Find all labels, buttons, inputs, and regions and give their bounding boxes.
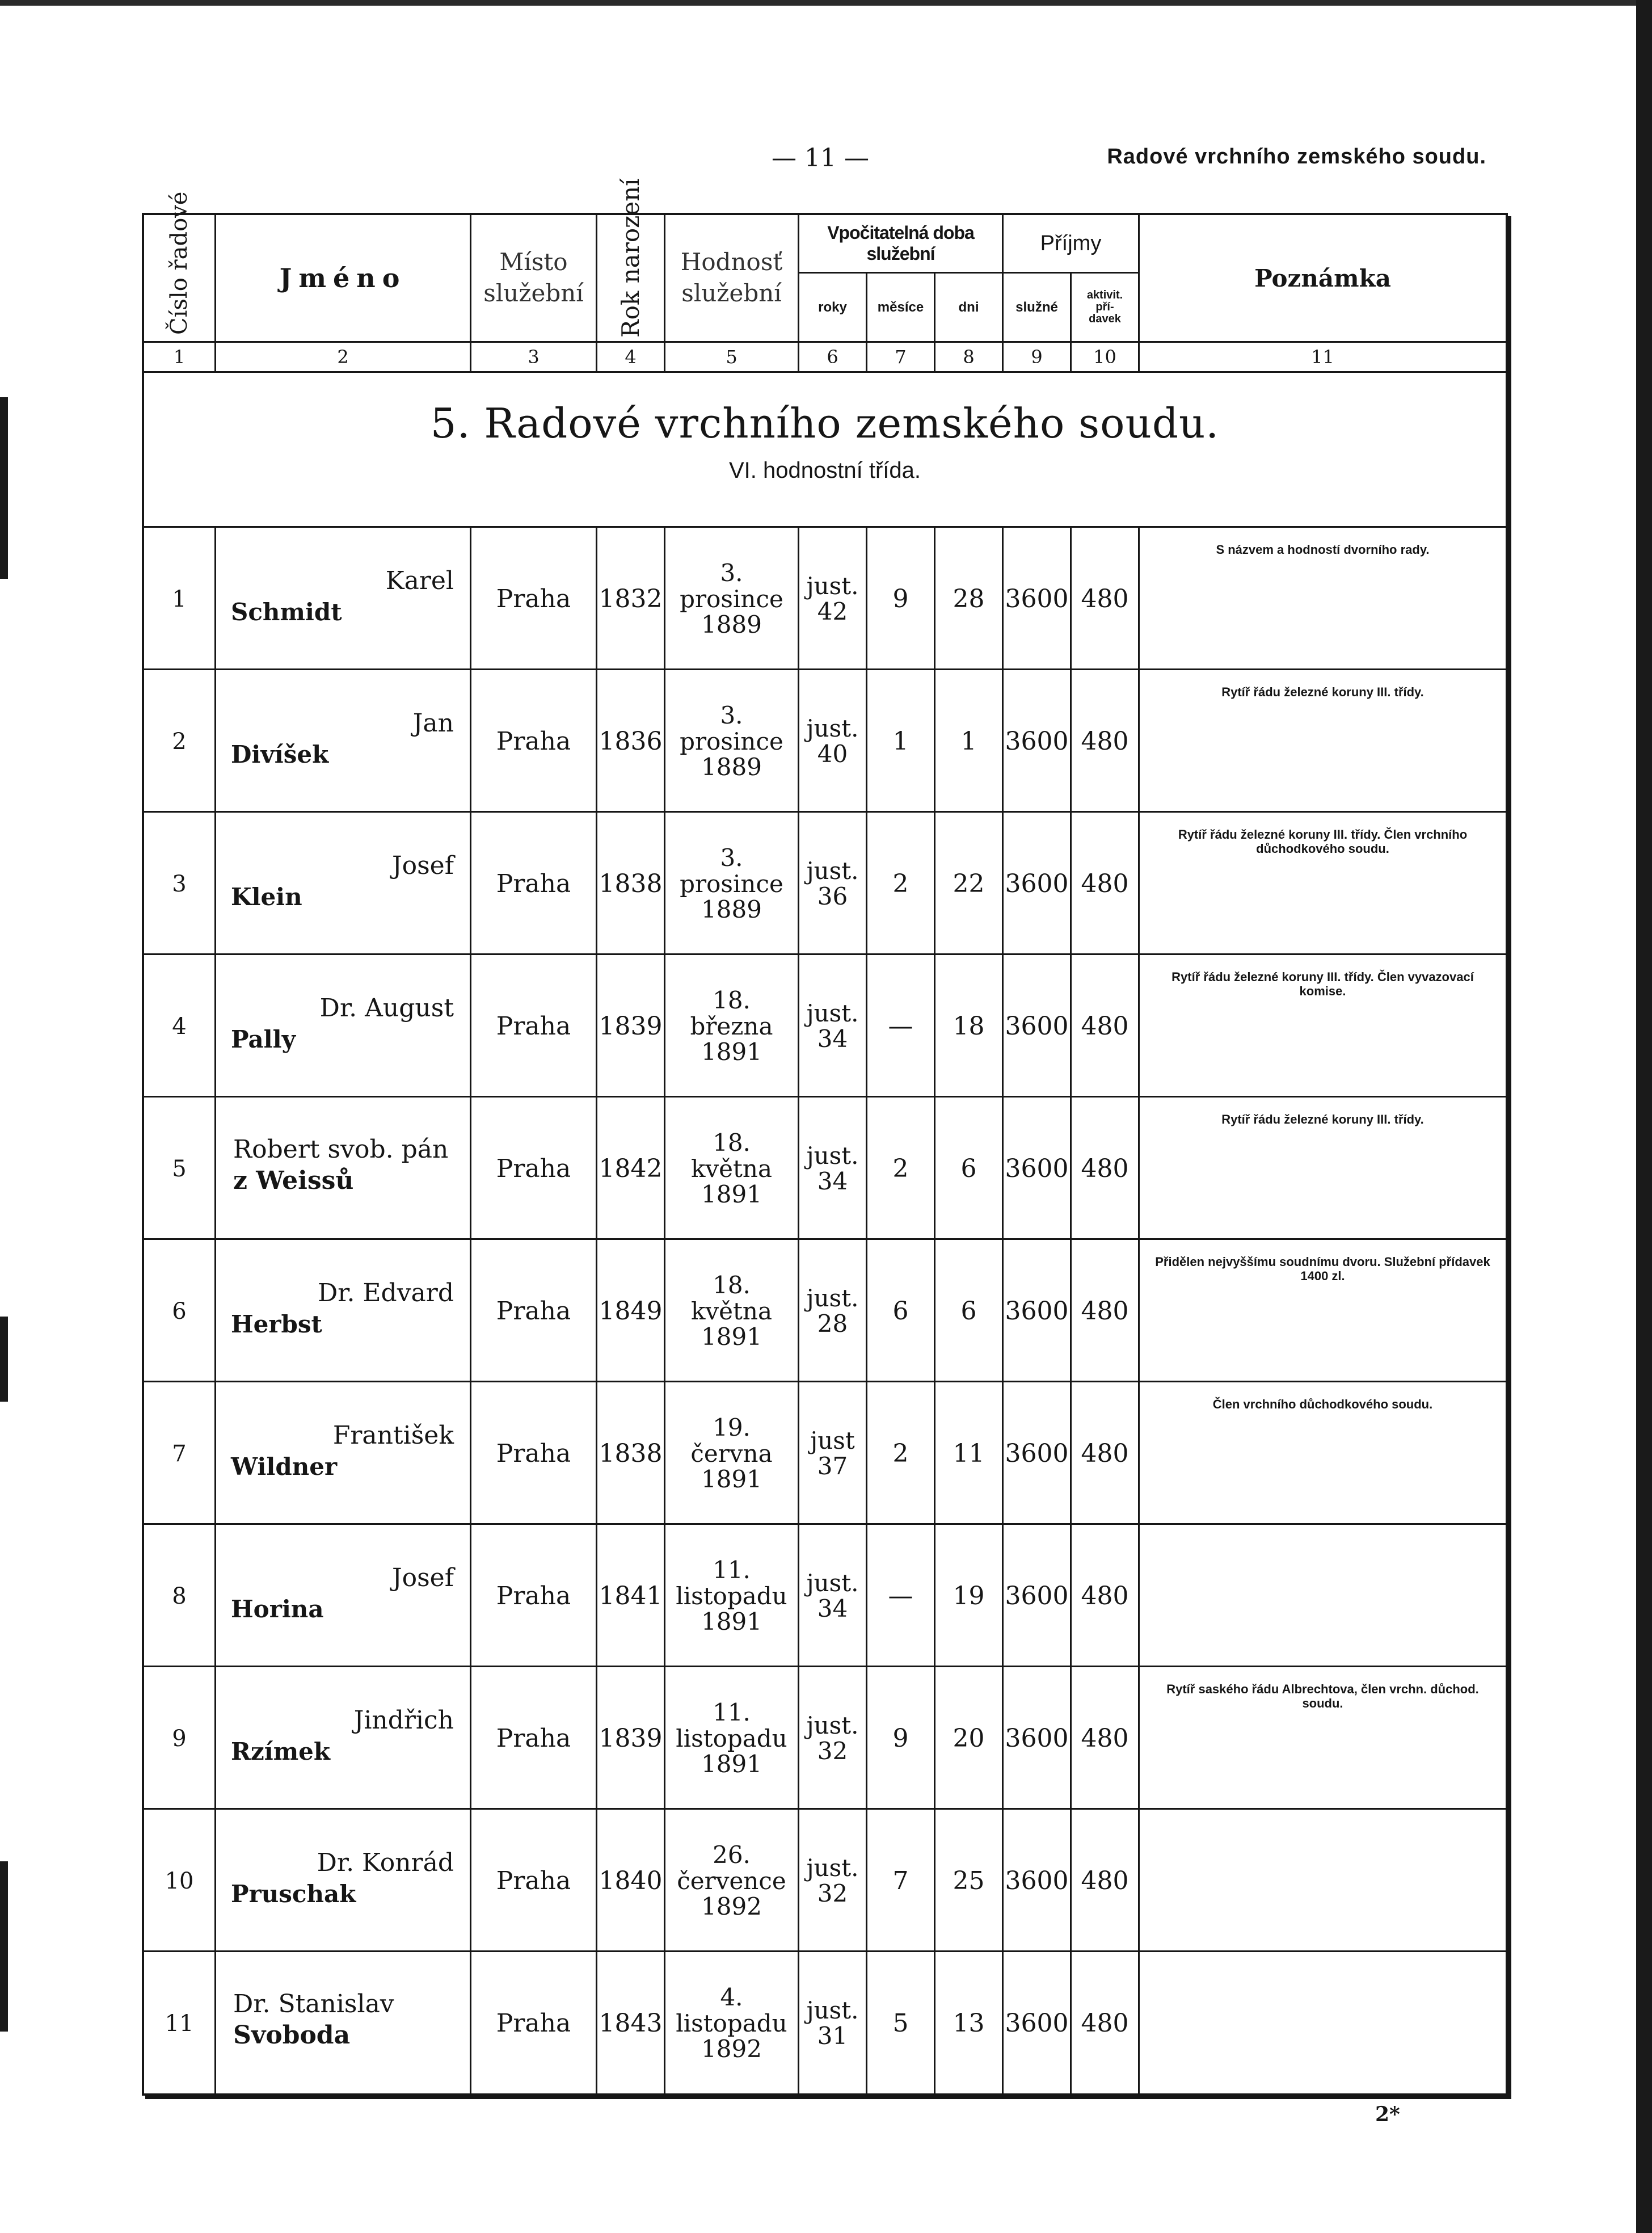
service-months-cell: — <box>888 1012 913 1041</box>
rank-year: 1891 <box>701 1608 762 1636</box>
col-header-number: Číslo řadové <box>166 191 192 335</box>
bonus-cell: 480 <box>1081 869 1129 898</box>
name-cell <box>216 670 470 813</box>
service-days-cell: 19 <box>953 1582 985 1610</box>
table-row <box>144 1382 1506 1525</box>
row-number-cell: 11 <box>165 2010 194 2037</box>
salary-cell: 3600 <box>1005 869 1069 898</box>
rank-day: 26. <box>713 1841 751 1869</box>
col-number: 8 <box>963 346 975 368</box>
row-number-cell: 4 <box>172 1013 187 1040</box>
note-text: Přidělen nejvyššímu soudnímu dvoru. Služební přídavek 1400 zl. <box>1155 1255 1490 1284</box>
service-days-cell: 1 <box>960 727 977 756</box>
section-subtitle: VI. hodnostní třída. <box>729 458 921 483</box>
service-years-cell <box>799 1382 866 1525</box>
service-days-cell: 11 <box>953 1439 985 1468</box>
salary-cell: 3600 <box>1005 2009 1069 2038</box>
given-name: Jindřich <box>353 1706 454 1735</box>
col-header-years: roky <box>818 299 847 315</box>
service-years: 36 <box>817 882 848 910</box>
given-name: Dr. August <box>319 994 454 1023</box>
just-label: just. <box>806 714 859 743</box>
row-number-cell: 5 <box>172 1155 187 1182</box>
col-header-days: dni <box>958 299 979 315</box>
salary-cell: 3600 <box>1005 1582 1069 1610</box>
just-label: just. <box>806 1711 859 1740</box>
place-cell: Praha <box>496 1297 571 1326</box>
col-number: 6 <box>827 346 838 368</box>
col-header-name: Jméno <box>279 263 407 293</box>
rule <box>934 528 935 2093</box>
col-number: 7 <box>895 346 907 368</box>
service-years-cell <box>799 670 866 813</box>
service-months-cell: 2 <box>892 1439 909 1468</box>
table-row <box>144 670 1506 813</box>
surname: Schmidt <box>231 598 342 626</box>
rank-date-cell <box>665 1525 798 1667</box>
surname: Klein <box>231 883 302 911</box>
section-title: 5. Radové vrchního zemského soudu. <box>430 399 1220 447</box>
service-months-cell: 2 <box>892 869 909 898</box>
col-header-salary: služné <box>1015 299 1058 315</box>
place-cell: Praha <box>496 727 571 756</box>
note-text: S názvem a hodností dvorního rady. <box>1216 543 1430 557</box>
name-cell <box>216 1240 470 1382</box>
salary-cell: 3600 <box>1005 1866 1069 1895</box>
note-cell <box>1140 955 1506 1097</box>
rank-day: 3. <box>720 844 743 872</box>
birth-year-cell: 1840 <box>599 1866 663 1895</box>
service-months-cell: 9 <box>892 1724 909 1753</box>
service-months-cell: 6 <box>892 1297 909 1326</box>
place-cell: Praha <box>496 869 571 898</box>
birth-year-cell: 1841 <box>599 1582 663 1610</box>
rank-year: 1891 <box>701 1038 762 1066</box>
rank-year: 1889 <box>701 753 762 781</box>
name-block <box>233 1988 394 2051</box>
rank-date-cell <box>665 1952 798 2095</box>
service-days-cell: 20 <box>953 1724 985 1753</box>
rule <box>798 272 1138 274</box>
row-number-cell: 3 <box>172 871 187 897</box>
scan-edge-left-mark <box>0 397 8 579</box>
rank-day: 18. <box>713 986 751 1015</box>
salary-cell: 3600 <box>1005 727 1069 756</box>
table-row <box>144 1810 1506 1952</box>
rank-year: 1892 <box>701 2035 762 2063</box>
surname: Divíšek <box>231 741 329 768</box>
rank-day: 4. <box>720 1983 743 2012</box>
col-header-note: Poznámka <box>1254 264 1391 292</box>
bonus-cell: 480 <box>1081 2009 1129 2038</box>
surname: Wildner <box>231 1453 338 1481</box>
col-number: 1 <box>173 346 186 368</box>
note-text: Rytíř saského řádu Albrechtova, člen vrchn. důchod. soudu. <box>1166 1682 1479 1711</box>
surname: Svoboda <box>233 2021 351 2050</box>
service-years: 37 <box>817 1452 848 1480</box>
col-number: 3 <box>528 346 540 368</box>
rank-month: března <box>690 1012 773 1040</box>
bonus-cell: 480 <box>1081 1012 1129 1041</box>
row-number-cell: 2 <box>172 728 187 755</box>
surname: z Weissů <box>233 1166 354 1195</box>
rank-year: 1889 <box>701 611 762 639</box>
note-cell <box>1140 1382 1506 1525</box>
rank-month: listopadu <box>676 1582 787 1610</box>
salary-cell: 3600 <box>1005 1012 1069 1041</box>
table-row <box>144 1667 1506 1810</box>
rule <box>798 528 799 2093</box>
row-number-cell: 7 <box>172 1440 187 1467</box>
service-months-cell: 7 <box>892 1866 909 1895</box>
rank-date-cell <box>665 1097 798 1240</box>
table-row <box>144 955 1506 1097</box>
note-cell <box>1140 1810 1506 1952</box>
service-years-cell <box>799 1097 866 1240</box>
service-years: 34 <box>817 1024 848 1053</box>
bonus-cell: 480 <box>1081 1439 1129 1468</box>
bonus-cell: 480 <box>1081 1866 1129 1895</box>
note-text: Rytíř řádu železné koruny III. třídy. <box>1221 1112 1424 1126</box>
col-header-rank: Hodnosť služební <box>680 248 783 307</box>
birth-year-cell: 1836 <box>599 727 663 756</box>
rank-year: 1892 <box>701 1893 762 1921</box>
rule <box>470 528 471 2093</box>
note-cell <box>1140 528 1506 670</box>
service-months-cell: 2 <box>892 1154 909 1183</box>
service-days-cell: 25 <box>953 1866 985 1895</box>
scan-edge-right <box>1636 0 1652 2233</box>
table-row <box>144 1097 1506 1240</box>
place-cell: Praha <box>496 1012 571 1041</box>
service-years: 32 <box>817 1736 848 1765</box>
given-name: Josef <box>391 1563 454 1592</box>
service-years: 34 <box>817 1167 848 1195</box>
given-name: Josef <box>391 851 454 880</box>
place-cell: Praha <box>496 1582 571 1610</box>
rule <box>664 528 665 2093</box>
just-label: just. <box>806 857 859 885</box>
place-cell: Praha <box>496 2009 571 2038</box>
service-years: 34 <box>817 1594 848 1622</box>
service-years-cell <box>799 955 866 1097</box>
scan-edge-top <box>0 0 1652 6</box>
page-number: — 11 — <box>772 144 869 173</box>
page-header <box>760 139 1486 179</box>
rule <box>1070 528 1072 2093</box>
just-label: just. <box>806 1284 859 1313</box>
rank-month: prosince <box>680 869 783 898</box>
row-number-cell: 8 <box>172 1583 187 1609</box>
surname: Pruschak <box>231 1880 356 1908</box>
rank-day: 18. <box>713 1129 751 1157</box>
rank-year: 1891 <box>701 1323 762 1351</box>
place-cell: Praha <box>496 584 571 613</box>
rank-year: 1891 <box>701 1750 762 1778</box>
table-row <box>144 813 1506 955</box>
service-months-cell: 1 <box>892 727 909 756</box>
name-cell <box>216 1382 470 1525</box>
service-years-cell <box>799 1525 866 1667</box>
scan-edge-left-mark <box>0 1317 8 1402</box>
service-days-cell: 6 <box>960 1297 977 1326</box>
table-row <box>144 528 1506 670</box>
rank-year: 1891 <box>701 1465 762 1494</box>
rank-month: května <box>690 1297 772 1325</box>
rank-day: 11. <box>713 1698 751 1727</box>
col-number: 5 <box>726 346 738 368</box>
just-label: just. <box>806 1854 859 1882</box>
bonus-cell: 480 <box>1081 1154 1129 1183</box>
rank-day: 19. <box>713 1414 751 1442</box>
note-text: Rytíř řádu železné koruny III. třídy. Člen vrchního důchodkového soudu. <box>1178 827 1468 856</box>
note-text: Rytíř řádu železné koruny III. třídy. <box>1221 685 1424 699</box>
rank-date-cell <box>665 1240 798 1382</box>
rank-date-cell <box>665 955 798 1097</box>
rule <box>596 528 597 2093</box>
col-number: 10 <box>1093 346 1116 368</box>
note-cell <box>1140 1525 1506 1667</box>
surname: Pally <box>231 1025 296 1053</box>
note-cell <box>1140 1667 1506 1810</box>
service-years: 31 <box>817 2021 848 2050</box>
table-header <box>144 178 1506 346</box>
table-row <box>144 1525 1506 1667</box>
note-cell <box>1140 670 1506 813</box>
register-table <box>142 178 1508 2096</box>
bonus-cell: 480 <box>1081 1724 1129 1753</box>
service-months-cell: — <box>888 1582 913 1610</box>
col-number: 11 <box>1311 346 1334 368</box>
surname: Herbst <box>231 1310 322 1338</box>
just-label: just. <box>806 1142 859 1170</box>
note-text: Člen vrchního důchodkového soudu. <box>1212 1397 1433 1411</box>
birth-year-cell: 1832 <box>599 584 663 613</box>
rank-month: prosince <box>680 584 783 613</box>
just-label: just. <box>806 999 859 1028</box>
birth-year-cell: 1838 <box>599 1439 663 1468</box>
rank-month: července <box>677 1866 786 1895</box>
note-text: Rytíř řádu železné koruny III. třídy. Člen vyvazovací komise. <box>1171 970 1474 999</box>
rule <box>214 528 216 2093</box>
rank-date-cell <box>665 528 798 670</box>
rank-month: května <box>690 1154 772 1183</box>
rank-month: června <box>690 1439 773 1467</box>
row-number-cell: 9 <box>172 1725 187 1752</box>
col-number: 4 <box>625 346 637 368</box>
place-cell: Praha <box>496 1866 571 1895</box>
note-cell <box>1140 1952 1506 2095</box>
rank-day: 11. <box>713 1556 751 1584</box>
given-name: Dr. Konrád <box>317 1848 454 1877</box>
name-block <box>233 1134 448 1196</box>
rule <box>866 528 867 2093</box>
service-years-cell <box>799 1240 866 1382</box>
name-cell <box>216 1525 470 1667</box>
service-years-cell <box>799 1667 866 1810</box>
rank-date-cell <box>665 670 798 813</box>
place-cell: Praha <box>496 1724 571 1753</box>
rank-day: 3. <box>720 701 743 730</box>
service-years: 40 <box>817 739 848 768</box>
rank-year: 1891 <box>701 1180 762 1209</box>
name-cell <box>216 528 470 670</box>
given-name: Karel <box>385 566 454 595</box>
name-cell <box>216 1810 470 1952</box>
service-months-cell: 5 <box>892 2009 909 2038</box>
salary-cell: 3600 <box>1005 1724 1069 1753</box>
service-years-cell <box>799 1810 866 1952</box>
table-row <box>144 1240 1506 1382</box>
running-head: Radové vrchního zemského soudu. <box>1107 145 1486 169</box>
bonus-cell: 480 <box>1081 727 1129 756</box>
row-number-cell: 1 <box>172 586 187 612</box>
name-cell <box>216 1667 470 1810</box>
signature-mark: 2* <box>1375 2102 1400 2126</box>
bonus-cell: 480 <box>1081 1297 1129 1326</box>
service-years-cell <box>799 1952 866 2095</box>
col-header-income: Příjmy <box>1040 231 1102 255</box>
rank-day: 3. <box>720 559 743 587</box>
row-number-cell: 6 <box>172 1298 187 1324</box>
birth-year-cell: 1849 <box>599 1297 663 1326</box>
just-label: just. <box>806 1996 859 2025</box>
table-row <box>144 1952 1506 2095</box>
service-months-cell: 9 <box>892 584 909 613</box>
given-name: Jan <box>412 709 454 738</box>
surname: Horina <box>231 1595 324 1623</box>
rank-month: listopadu <box>676 1724 787 1752</box>
salary-cell: 3600 <box>1005 1154 1069 1183</box>
birth-year-cell: 1839 <box>599 1012 663 1041</box>
service-years: 32 <box>817 1879 848 1907</box>
just-label: just <box>810 1427 855 1455</box>
given-name: Dr. Edvard <box>317 1279 454 1307</box>
salary-cell: 3600 <box>1005 1297 1069 1326</box>
note-cell <box>1140 1097 1506 1240</box>
note-cell <box>1140 813 1506 955</box>
name-cell <box>216 813 470 955</box>
service-days-cell: 22 <box>953 869 985 898</box>
scan-edge-left-mark <box>0 1861 8 2032</box>
col-number: 9 <box>1031 346 1043 368</box>
birth-year-cell: 1838 <box>599 869 663 898</box>
rule <box>144 371 1506 373</box>
col-header-place: Místo služební <box>483 248 584 307</box>
bonus-cell: 480 <box>1081 1582 1129 1610</box>
rank-date-cell <box>665 1810 798 1952</box>
service-years: 42 <box>817 597 848 625</box>
col-header-birth-year: Rok narození <box>616 178 644 338</box>
place-cell: Praha <box>496 1439 571 1468</box>
service-days-cell: 28 <box>953 584 985 613</box>
rank-month: prosince <box>680 727 783 755</box>
birth-year-cell: 1842 <box>599 1154 663 1183</box>
salary-cell: 3600 <box>1005 1439 1069 1468</box>
service-days-cell: 13 <box>953 2009 985 2038</box>
col-header-bonus: aktivit. pří- davek <box>1086 289 1123 325</box>
rule <box>1138 528 1140 2093</box>
col-header-months: měsíce <box>877 299 924 315</box>
salary-cell: 3600 <box>1005 584 1069 613</box>
row-number-cell: 10 <box>165 1868 194 1894</box>
col-number: 2 <box>337 346 349 368</box>
given-name: Dr. Stanislav <box>233 1990 394 2018</box>
surname: Rzímek <box>231 1738 330 1765</box>
just-label: just. <box>806 1569 859 1597</box>
service-days-cell: 18 <box>953 1012 985 1041</box>
col-header-service-period: Vpočitatelná doba služební <box>827 222 974 264</box>
name-cell <box>216 1952 470 2095</box>
birth-year-cell: 1843 <box>599 2009 663 2038</box>
place-cell: Praha <box>496 1154 571 1183</box>
birth-year-cell: 1839 <box>599 1724 663 1753</box>
service-days-cell: 6 <box>960 1154 977 1183</box>
service-years-cell <box>799 813 866 955</box>
just-label: just. <box>806 572 859 600</box>
service-years: 28 <box>817 1309 848 1338</box>
given-name: Robert svob. pán <box>233 1135 449 1164</box>
bonus-cell: 480 <box>1081 584 1129 613</box>
rank-month: listopadu <box>676 2009 787 2037</box>
name-cell <box>216 1097 470 1240</box>
service-years-cell <box>799 528 866 670</box>
rule <box>1002 528 1004 2093</box>
name-cell <box>216 955 470 1097</box>
given-name: František <box>332 1421 454 1450</box>
rank-date-cell <box>665 1667 798 1810</box>
rank-date-cell <box>665 813 798 955</box>
rank-day: 18. <box>713 1271 751 1300</box>
rank-year: 1889 <box>701 895 762 924</box>
rank-date-cell <box>665 1382 798 1525</box>
note-cell <box>1140 1240 1506 1382</box>
